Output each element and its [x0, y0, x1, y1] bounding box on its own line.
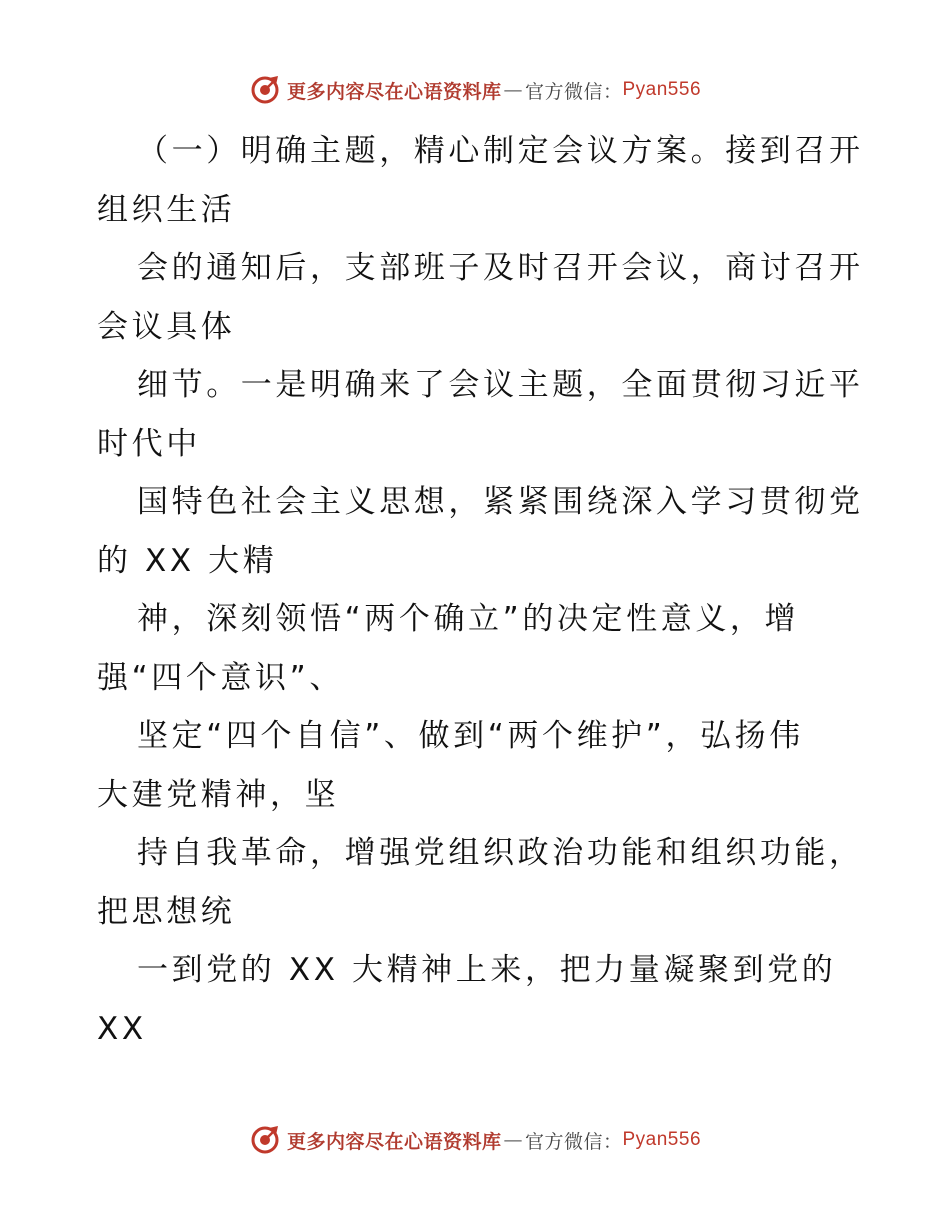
- pen-seal-icon: [249, 74, 281, 106]
- text-line: 神，深刻领悟“两个确立”的决定性意义，增: [137, 601, 800, 637]
- body-text: [97, 122, 864, 1058]
- banner-contact-label: 官方微信：: [524, 80, 623, 103]
- banner-dash: —: [503, 1129, 523, 1151]
- banner-site-name: 更多内容尽在心语资料库: [286, 1130, 502, 1153]
- text-line: 会议具体: [97, 308, 236, 345]
- text-line: 会的通知后，支部班子及时召开会议，商讨召开: [137, 250, 864, 286]
- text-line: XX: [97, 1010, 147, 1047]
- banner-contact-label: 官方微信：: [524, 1130, 623, 1153]
- text-line: 时代中: [97, 425, 201, 462]
- text-line: 坚定“四个自信”、做到“两个维护”，弘扬伟: [137, 718, 804, 754]
- text-line: 细节。一是明确来了会议主题，全面贯彻习近平: [137, 367, 864, 403]
- pen-seal-icon: [249, 1124, 281, 1156]
- header-banner: [0, 70, 950, 110]
- banner-contact-id: Pyan556: [622, 79, 702, 100]
- text-line: 大建党精神，坚: [97, 776, 340, 813]
- text-line: 国特色社会主义思想，紧紧围绕深入学习贯彻党: [137, 484, 864, 520]
- banner-dash: —: [503, 79, 523, 101]
- footer-banner: [0, 1120, 950, 1160]
- text-line: 强“四个意识”、: [97, 659, 344, 696]
- text-line: 把思想统: [97, 893, 236, 930]
- banner-site-name: 更多内容尽在心语资料库: [286, 80, 502, 103]
- banner-contact-id: Pyan556: [622, 1129, 702, 1150]
- text-line: （一）明确主题，精心制定会议方案。接到召开: [137, 133, 864, 169]
- text-line: 的 XX 大精: [97, 542, 278, 579]
- text-line: 组织生活: [97, 191, 236, 228]
- text-line: 持自我革命，增强党组织政治功能和组织功能，: [137, 835, 864, 871]
- text-line: 一到党的 XX 大精神上来，把力量凝聚到党的: [137, 952, 837, 988]
